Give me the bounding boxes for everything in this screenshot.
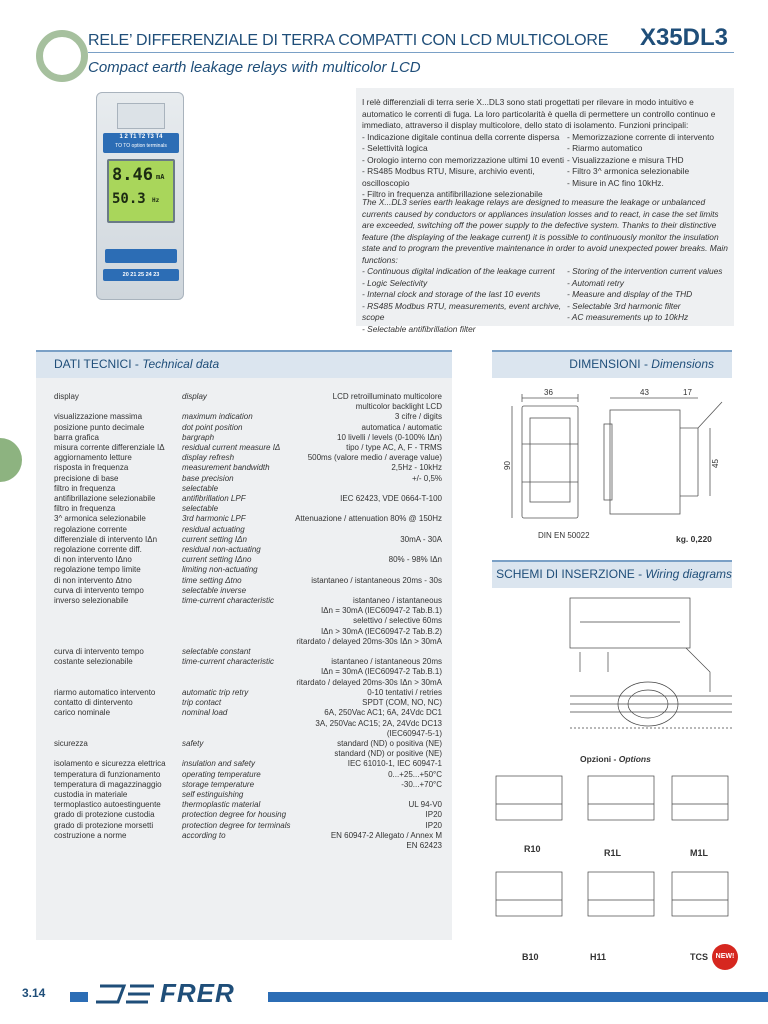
tech-row — [54, 688, 442, 698]
tech-row — [54, 596, 442, 606]
tech-label-en: display — [182, 392, 207, 401]
tech-label-it: risposta in frequenza — [54, 463, 129, 473]
tech-label-en: base precision — [182, 473, 234, 483]
page-number: 3.14 — [22, 986, 46, 1000]
tech-row — [54, 831, 442, 841]
tech-label-en: residual current measure IΔ — [182, 443, 281, 453]
tech-row — [54, 800, 442, 810]
tech-label-it — [54, 627, 182, 637]
label-m1l: M1L — [690, 848, 708, 858]
label-b10: B10 — [522, 952, 539, 962]
title-italian: RELE’ DIFFERENZIALE DI TERRA COMPATTI CON LCD MULTICOLORE — [88, 32, 609, 49]
tech-label-it: temperatura di funzionamento — [54, 769, 161, 779]
tech-row — [54, 463, 442, 473]
tech-label-en: bargraph — [182, 432, 215, 442]
tech-value — [292, 790, 442, 800]
tech-value: IΔn > 30mA (IEC60947-2 Tab.B.2) — [320, 626, 442, 636]
tech-value: IP20 — [425, 810, 442, 820]
tech-row — [54, 565, 442, 575]
tech-label-it: regolazione corrente — [54, 524, 127, 534]
tech-label-it — [54, 402, 182, 412]
tech-label-en: residual non-actuating — [182, 545, 261, 555]
tech-label-it: posizione punto decimale — [54, 422, 145, 432]
tech-label-en: selectable — [182, 504, 219, 514]
options-heading-en: Options — [618, 754, 651, 764]
tech-value — [292, 565, 442, 575]
tech-label-en: protection degree for terminals — [182, 820, 291, 830]
intro-it-left-list — [362, 132, 567, 201]
tech-value: UL 94-V0 — [408, 800, 442, 810]
tech-value: 80% - 98% IΔn — [388, 555, 442, 565]
intro-en-features — [362, 266, 728, 335]
intro-en-right-list — [567, 266, 728, 335]
tech-label-it — [54, 606, 182, 616]
tech-value — [292, 647, 442, 657]
tech-label-en — [182, 627, 292, 637]
tech-label-it: sicurezza — [54, 738, 88, 748]
tech-label-en — [182, 667, 292, 677]
new-badge: NEW! — [712, 944, 738, 970]
tech-row — [54, 667, 442, 677]
lcd-bottom-unit: Hz — [152, 197, 160, 204]
tech-label-it: di non intervento IΔno — [54, 555, 132, 565]
tech-row — [54, 719, 442, 739]
intro-italian — [362, 97, 728, 201]
title-english: Compact earth leakage relays with multicolor LCD — [88, 59, 421, 76]
tech-label-en: self estinguishing — [182, 789, 244, 799]
tech-label-it: barra grafica — [54, 432, 99, 442]
lcd-top-value: 8.46 — [112, 165, 153, 185]
tech-label-en: trip contact — [182, 698, 222, 708]
tech-value: multicolor backlight LCD — [355, 402, 442, 412]
tech-row — [54, 647, 442, 657]
tech-label-it — [54, 678, 182, 688]
tech-row — [54, 504, 442, 514]
dim-weight: kg. 0,220 — [676, 534, 712, 544]
dimensions-heading-it: DIMENSIONI - — [569, 357, 652, 371]
tech-value: EN 62423 — [406, 840, 442, 850]
tech-value: istantaneo / istantaneous 20ms - 30s — [311, 575, 442, 585]
tech-label-en: dot point position — [182, 422, 243, 432]
tech-label-it: termoplastico autoestinguente — [54, 800, 161, 810]
tech-label-en: safety — [182, 738, 204, 748]
tech-value: +/- 0,5% — [411, 473, 442, 483]
tech-label-en — [182, 402, 292, 412]
dim-43: 43 — [640, 388, 649, 397]
tech-row — [54, 443, 442, 453]
tech-value: 3 cifre / digits — [394, 412, 442, 422]
intro-feature-item: - Orologio interno con memorizzazione ultimi 10 eventi — [362, 154, 565, 165]
intro-feature-item: - Filtro 3^ armonica selezionabile — [567, 166, 690, 176]
tech-label-it: temperatura di magazzinaggio — [54, 779, 162, 789]
dimensions-drawing — [500, 384, 732, 550]
tech-label-en: selectable inverse — [182, 585, 247, 595]
tech-row — [54, 412, 442, 422]
intro-feature-item: - Memorizzazione corrente di intervento — [567, 131, 715, 142]
tech-label-en: time-current characteristic — [182, 596, 275, 606]
tech-label-it: carico nominale — [54, 708, 111, 718]
tech-label-it — [54, 637, 182, 647]
tech-label-en — [182, 616, 292, 626]
intro-feature-item: - Storing of the intervention current values — [567, 266, 723, 276]
tech-row — [54, 637, 442, 647]
device-lcd — [107, 159, 175, 223]
intro-feature-item: - Riarmo automatico — [567, 143, 643, 153]
tech-value: 30mA - 30A — [400, 534, 442, 544]
tech-value: ritardato / delayed 20ms-30s IΔn > 30mA — [296, 636, 442, 646]
strip-bottom-label: 20 21 25 24 23 — [122, 272, 160, 278]
strip-top-label: 1 2 T1 T2 T3 T4 — [119, 134, 163, 140]
intro-feature-item: - Selectable 3rd harmonic filter — [567, 300, 681, 311]
tech-row — [54, 606, 442, 616]
dim-17: 17 — [683, 388, 692, 397]
tech-value: IEC 62423, VDE 0664-T-100 — [340, 494, 442, 504]
intro-feature-item: - Indicazione digitale continua della corrente dispersa — [362, 131, 560, 142]
intro-feature-item: - Measure and display of the THD — [567, 289, 693, 299]
tech-label-en: selectable — [182, 483, 219, 493]
intro-it-right-list — [567, 132, 728, 201]
tech-row — [54, 759, 442, 769]
tech-row — [54, 627, 442, 637]
tech-value: -30...+70°C — [401, 779, 442, 789]
tech-label-en: storage temperature — [182, 779, 255, 789]
title-rule — [88, 52, 734, 53]
tech-label-en: current setting IΔn — [182, 534, 247, 544]
tech-row — [54, 739, 442, 749]
tech-label-en: according to — [182, 830, 226, 840]
intro-en-left-list — [362, 266, 567, 335]
strip-top-sublabel: TO TO option terminals — [115, 143, 167, 149]
device-image — [96, 92, 184, 300]
tech-label-it: isolamento e sicurezza elettrica — [54, 759, 166, 769]
tech-label-it — [54, 719, 182, 739]
tech-row — [54, 484, 442, 494]
tech-label-it: curva di intervento tempo — [54, 647, 144, 657]
tech-label-en — [182, 719, 292, 739]
tech-label-en: protection degree for housing — [182, 810, 287, 820]
tech-label-en: residual actuating — [182, 524, 245, 534]
tech-row — [54, 453, 442, 463]
intro-it-paragraph: I relè differenziali di terra serie X...DL3 sono stati progettati per rilevare in modo intuitivo e automatico le correnti di fuga. La loro particolarità è quella di permettere un controllo continuo e immediato, attraverso il display multicolore, dello stato di isolamento. Funzioni principali: — [362, 97, 716, 130]
label-tcs: TCS — [690, 952, 708, 962]
tech-label-it: grado di protezione custodia — [54, 810, 155, 820]
tech-value: istantaneo / istantaneous — [353, 596, 442, 606]
tech-label-it: differenziale di intervento IΔn — [54, 534, 158, 544]
intro-feature-item: - RS485 Modbus RTU, measurements, event archive, scope — [362, 300, 562, 322]
tech-label-it: 3^ armonica selezionabile — [54, 514, 146, 524]
tech-row — [54, 841, 442, 851]
tech-value — [292, 525, 442, 535]
side-tab-decoration — [0, 438, 22, 482]
tech-row — [54, 525, 442, 535]
tech-label-en: 3rd harmonic LPF — [182, 514, 246, 524]
tech-label-it — [54, 749, 182, 759]
dimensions-heading — [569, 357, 714, 371]
intro-feature-item: - AC measurements up to 10kHz — [567, 312, 689, 322]
tech-label-en — [182, 841, 292, 851]
tech-label-en: operating temperature — [182, 769, 261, 779]
header-circle-decoration — [36, 30, 88, 82]
tech-value: 6A, 250Vac AC1; 6A, 24Vdc DC1 — [324, 708, 442, 718]
tech-row — [54, 678, 442, 688]
intro-feature-item: - Internal clock and storage of the last 10 events — [362, 289, 541, 299]
intro-feature-item: - Automati retry — [567, 277, 624, 288]
tech-value: 0...+25...+50°C — [388, 769, 442, 779]
tech-row — [54, 576, 442, 586]
tech-row — [54, 616, 442, 626]
tech-heading-it: DATI TECNICI - — [54, 357, 143, 371]
main-wiring-diagram — [560, 592, 732, 744]
dim-45: 45 — [711, 459, 720, 468]
tech-value: IΔn = 30mA (IEC60947-2 Tab.B.1) — [320, 667, 442, 677]
dim-din: DIN EN 50022 — [538, 531, 590, 540]
wiring-heading-en: Wiring diagrams — [645, 567, 732, 581]
tech-label-it: contatto di dintervento — [54, 698, 133, 708]
tech-row — [54, 821, 442, 831]
tech-table — [54, 392, 442, 851]
lcd-bottom-value: 50.3 — [112, 191, 146, 207]
tech-value: IΔn = 30mA (IEC60947-2 Tab.B.1) — [320, 606, 442, 616]
tech-label-it: display — [54, 392, 79, 401]
logo-mark — [96, 980, 156, 1008]
intro-feature-item: - RS485 Modbus RTU, Misure, archivio eventi, oscilloscopio — [362, 166, 535, 188]
dim-90: 90 — [503, 461, 512, 470]
tech-label-it: riarmo automatico intervento — [54, 687, 156, 697]
device-keys — [105, 249, 177, 263]
tech-value: automatica / automatic — [361, 422, 442, 432]
tech-label-it: custodia in materiale — [54, 789, 128, 799]
tech-label-it: precisione di base — [54, 473, 119, 483]
tech-label-it: filtro in frequenza — [54, 483, 116, 493]
tech-label-it: visualizzazione massima — [54, 412, 143, 422]
tech-label-it: antifibrillazione selezionabile — [54, 494, 156, 504]
tech-value: IP20 — [425, 820, 442, 830]
tech-row — [54, 433, 442, 443]
dimensions-heading-en: Dimensions — [651, 357, 714, 371]
intro-feature-item: - Selectable antifibrillation filter — [362, 323, 476, 334]
tech-row — [54, 708, 442, 718]
tech-row — [54, 749, 442, 759]
intro-it-features — [362, 132, 728, 201]
tech-label-en: maximum indication — [182, 412, 253, 422]
tech-row — [54, 392, 442, 402]
tech-row — [54, 770, 442, 780]
intro-feature-item: - Filtro in frequenza antifibrillazione selezionabile — [362, 189, 543, 199]
tech-value: LCD retroilluminato multicolore — [332, 392, 442, 401]
tech-label-it: misura corrente differenziale IΔ — [54, 443, 165, 453]
tech-heading-en: Technical data — [142, 357, 220, 371]
tech-value: selettivo / selective 60ms — [353, 616, 442, 626]
label-r10: R10 — [524, 844, 541, 854]
tech-value: tipo / type AC, A, F - TRMS — [346, 443, 442, 453]
tech-label-en: antifibrillation LPF — [182, 494, 246, 504]
tech-row — [54, 780, 442, 790]
dim-36: 36 — [544, 388, 553, 397]
tech-value: istantaneo / istantaneous 20ms — [331, 657, 442, 667]
tech-row — [54, 586, 442, 596]
intro-english — [362, 197, 728, 335]
tech-heading — [54, 357, 219, 371]
intro-feature-item: - Misure in AC fino 10kHz. — [567, 177, 664, 188]
tech-label-en: display refresh — [182, 453, 235, 463]
tech-value: 500ms (valore medio / average value) — [307, 453, 442, 463]
tech-row — [54, 555, 442, 565]
intro-en-paragraph: The X...DL3 series earth leakage relays are designed to measure the leakage or unbalanced currents caused by conductors or appliances insulation losses and to react, in case the set limits are exceeded, switching off the power supply to the defective system. Thanks to their distinctive feature (the displaying of the leakage current) it is possible to continuously monitor the insulation state and to program the preventive maintenance in order to avoid unexpected power breaks. Main functions: — [362, 197, 728, 265]
product-code: X35DL3 — [639, 24, 728, 51]
tech-label-en — [182, 749, 292, 759]
tech-value: 3A, 250Vac AC15; 2A, 24Vdc DC13 (IEC60947-5-1) — [315, 718, 442, 738]
tech-value: EN 60947-2 Allegato / Annex M — [330, 830, 442, 840]
tech-value — [292, 484, 442, 494]
tech-label-en: insulation and safety — [182, 759, 255, 769]
tech-value: Attenuazione / attenuation 80% @ 150Hz — [295, 514, 442, 524]
tech-value: standard (ND) o positiva (NE) — [337, 738, 442, 748]
tech-row — [54, 494, 442, 504]
tech-label-it: di non intervento Δtno — [54, 575, 132, 585]
tech-row — [54, 402, 442, 412]
tech-label-it: costante selezionabile — [54, 657, 133, 667]
tech-row — [54, 545, 442, 555]
tech-label-it — [54, 616, 182, 626]
tech-label-en: measurement bandwidth — [182, 463, 270, 473]
tech-label-en: thermoplastic material — [182, 800, 261, 810]
tech-row — [54, 423, 442, 433]
intro-feature-item: - Visualizzazione e misura THD — [567, 154, 684, 165]
intro-feature-item: - Logic Selectivity — [362, 277, 428, 288]
tech-value — [292, 586, 442, 596]
wiring-heading — [496, 567, 732, 581]
tech-label-it: costruzione a norme — [54, 830, 127, 840]
tech-value: 0-10 tentativi / retries — [367, 687, 442, 697]
tech-label-it — [54, 841, 182, 851]
tech-value: SPDT (COM, NO, NC) — [362, 698, 442, 708]
tech-label-en — [182, 606, 292, 616]
lcd-top-unit: mA — [156, 173, 165, 181]
label-r1l: R1L — [604, 848, 622, 858]
tech-row — [54, 810, 442, 820]
option-diagrams — [492, 768, 732, 968]
tech-label-en: time-current characteristic — [182, 657, 275, 667]
tech-label-en: limiting non-actuating — [182, 565, 258, 575]
tech-label-en — [182, 678, 292, 688]
frer-logo: FRER — [160, 978, 235, 1008]
tech-row — [54, 474, 442, 484]
tech-row — [54, 514, 442, 524]
tech-value: ritardato / delayed 20ms-30s IΔn > 30mA — [296, 677, 442, 687]
tech-label-it: curva di intervento tempo — [54, 585, 144, 595]
tech-value — [292, 545, 442, 555]
device-top-terminal-strip — [103, 133, 179, 153]
tech-label-it: filtro in frequenza — [54, 504, 116, 514]
tech-label-it — [54, 667, 182, 677]
intro-feature-item: - Selettività logica — [362, 143, 428, 153]
tech-value: standard (ND) or positive (NE) — [334, 749, 442, 759]
tech-label-en: time setting Δtno — [182, 575, 242, 585]
tech-value: 2,5Hz - 10kHz — [391, 463, 442, 473]
tech-label-en — [182, 637, 292, 647]
tech-value: 10 livelli / levels (0-100% IΔn) — [337, 432, 442, 442]
tech-value — [292, 504, 442, 514]
options-heading-it: Opzioni - — [580, 754, 619, 764]
tech-label-en: automatic trip retry — [182, 687, 249, 697]
tech-label-en: current setting IΔno — [182, 555, 252, 565]
tech-label-it: regolazione corrente diff. — [54, 545, 142, 555]
intro-feature-item: - Continuous digital indication of the leakage current — [362, 266, 555, 276]
tech-label-en: selectable constant — [182, 647, 251, 657]
tech-row — [54, 698, 442, 708]
tech-row — [54, 657, 442, 667]
device-top-body — [117, 103, 165, 129]
tech-label-it: inverso selezionabile — [54, 596, 129, 606]
tech-label-it: regolazione tempo limite — [54, 565, 141, 575]
tech-row — [54, 535, 442, 545]
tech-label-it: aggiornamento letture — [54, 453, 132, 463]
device-bottom-terminal-strip — [103, 269, 179, 281]
label-h11: H11 — [590, 952, 607, 962]
options-heading — [580, 754, 651, 764]
tech-value: IEC 61010-1, IEC 60947-1 — [347, 759, 442, 769]
tech-row — [54, 790, 442, 800]
wiring-heading-it: SCHEMI DI INSERZIONE - — [496, 567, 646, 581]
tech-label-en: nominal load — [182, 708, 228, 718]
tech-label-it: grado di protezione morsetti — [54, 820, 154, 830]
